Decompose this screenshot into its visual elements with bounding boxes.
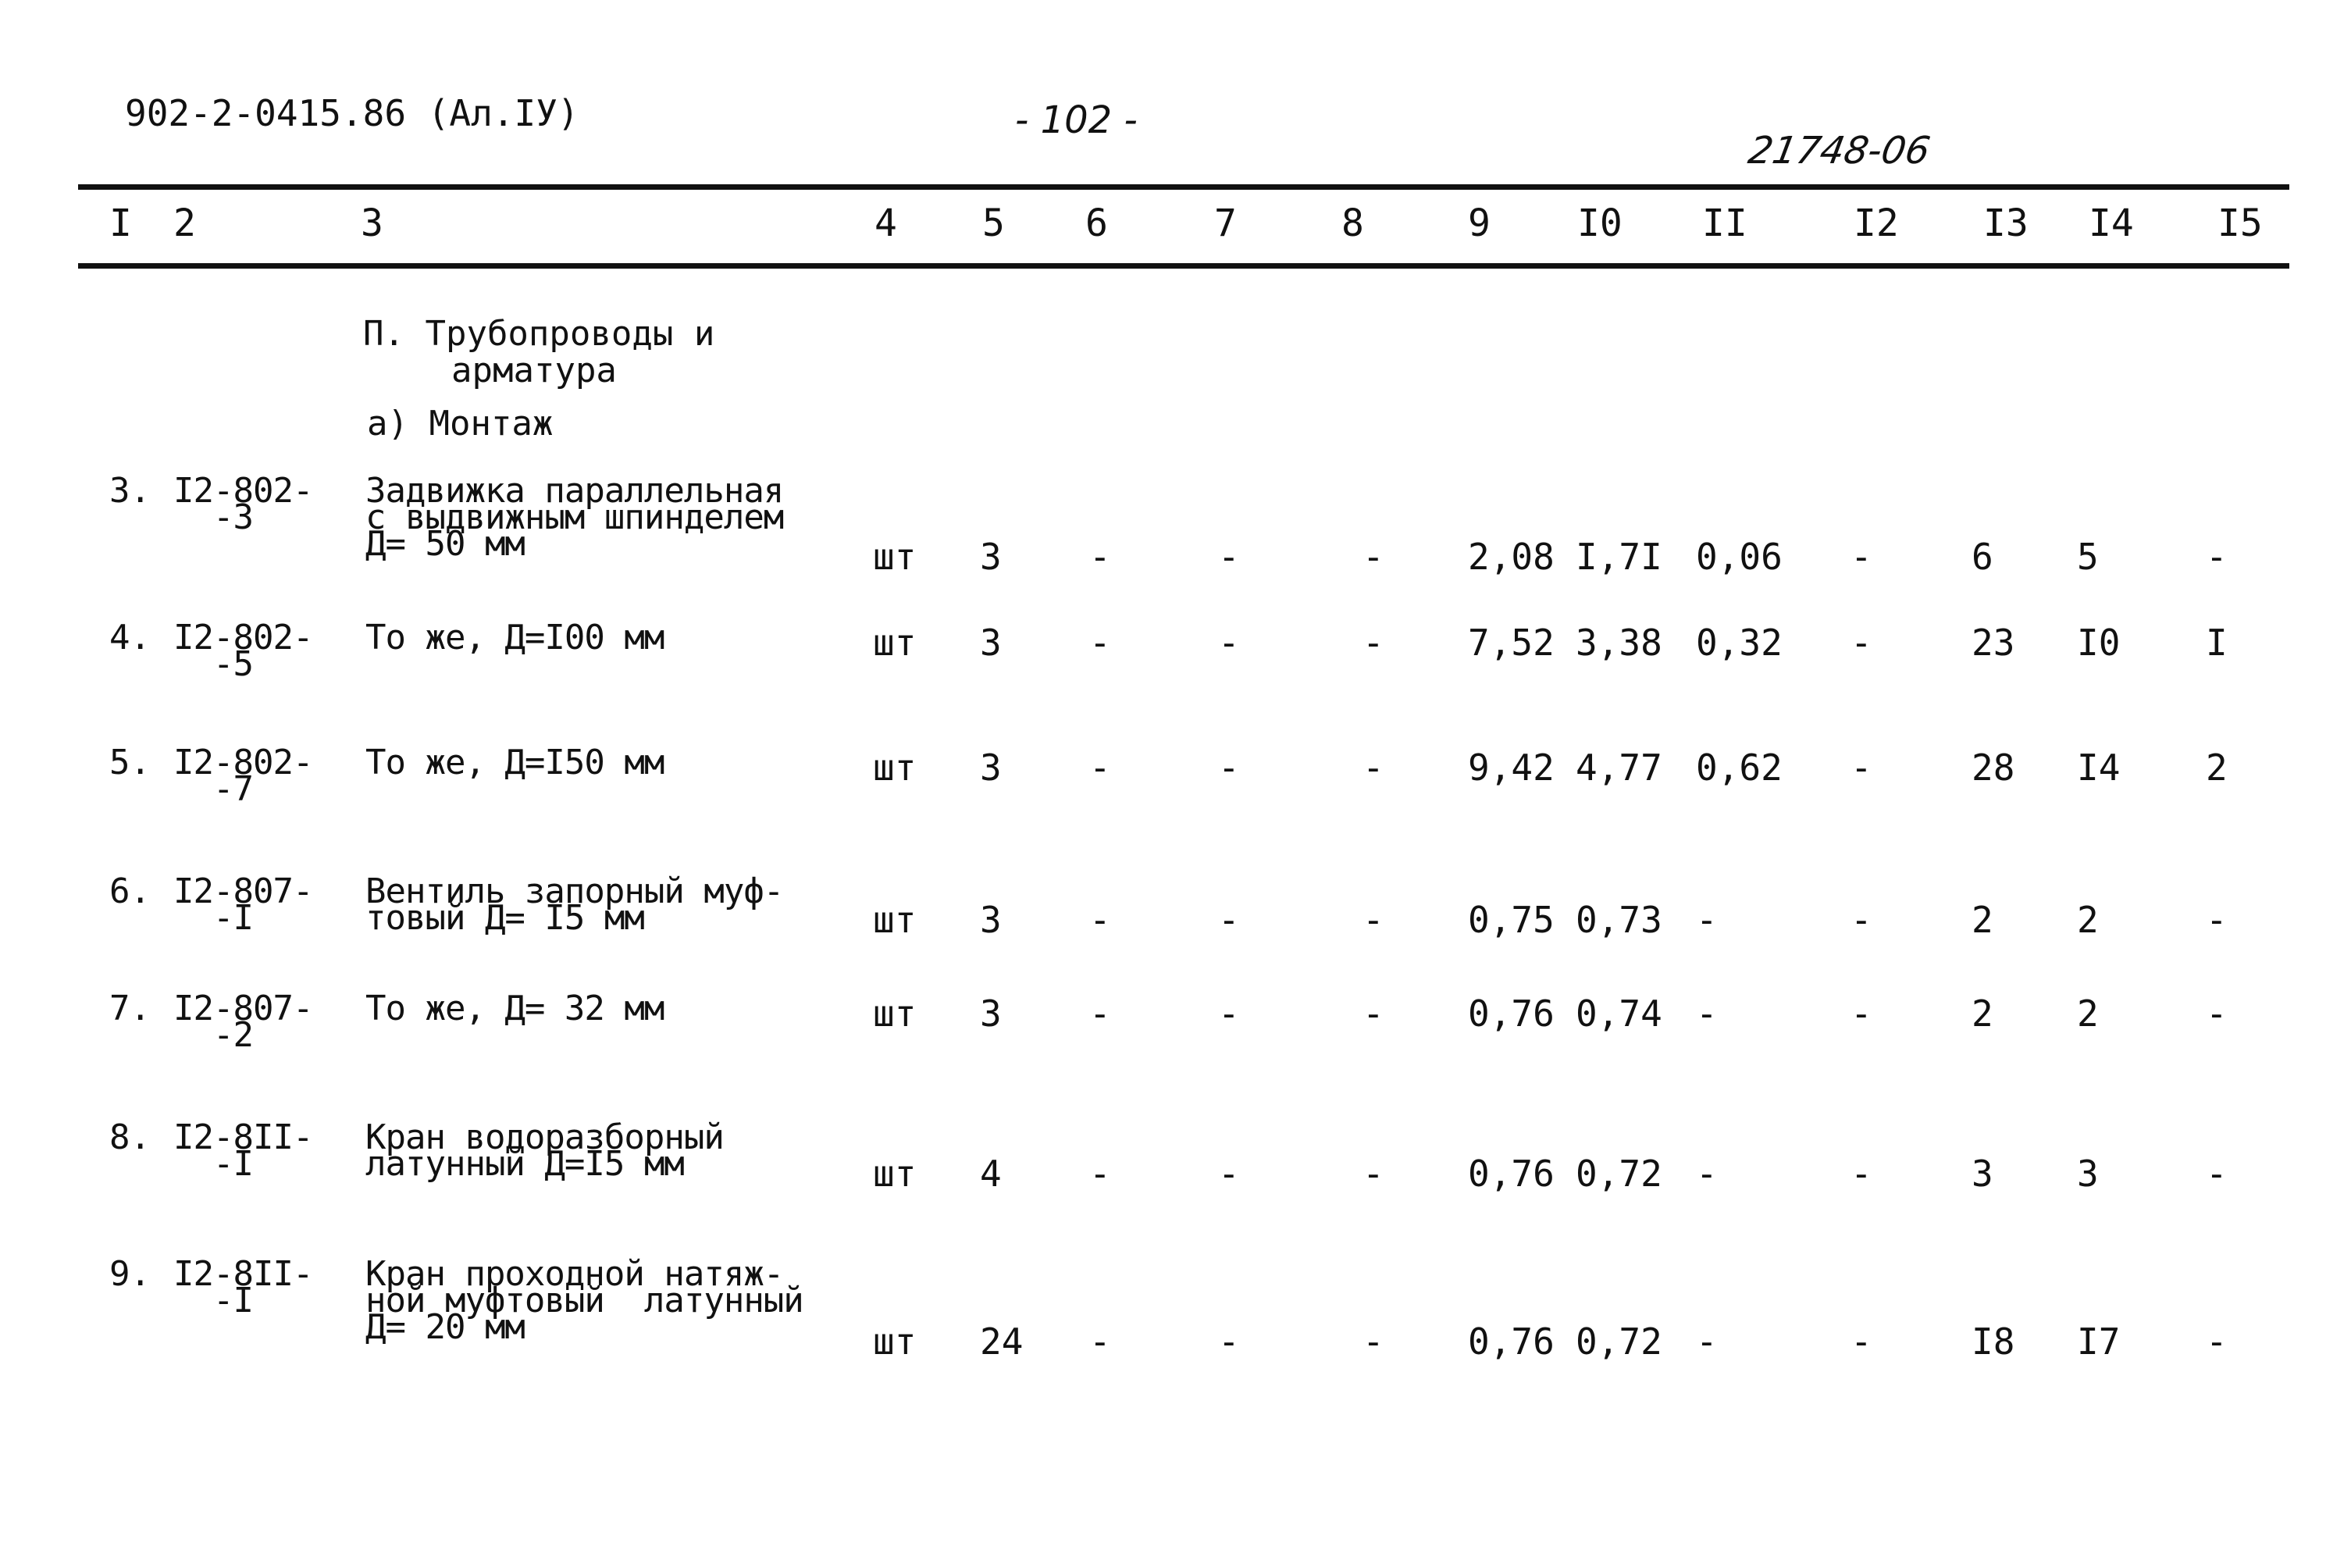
value-cell: - [1696, 1153, 1718, 1195]
column-header: I4 [2089, 201, 2134, 245]
value-cell: - [1851, 899, 1872, 941]
row-number: 9. [109, 1254, 151, 1294]
value-cell: 0,62 [1696, 747, 1783, 789]
item-description: То же, Д= 32 мм [365, 989, 664, 1028]
value-cell: 0,73 [1576, 899, 1662, 941]
column-header: I5 [2217, 201, 2263, 245]
value-cell: 0,76 [1468, 992, 1555, 1035]
value-cell: - [1089, 899, 1111, 941]
value-cell: - [1089, 992, 1111, 1035]
item-description: Кран проходной натяж- ной муфтовый латунный Д= 20 мм [365, 1254, 803, 1347]
column-header: I3 [1983, 201, 2029, 245]
value-cell: - [1089, 622, 1111, 664]
value-cell: - [1218, 1320, 1240, 1363]
norm-code: I2-8II- -I [173, 1254, 313, 1320]
unit-cell: шт [873, 536, 917, 578]
value-cell: - [1089, 1153, 1111, 1195]
value-cell: 2 [1972, 899, 1993, 941]
handwritten-note: 21748-06 [1745, 129, 1934, 173]
norm-code: I2-802- -7 [173, 743, 313, 809]
item-description: Задвижка параллельная с выдвижным шпинделем Д= 50 мм [365, 471, 784, 564]
column-header: 3 [361, 201, 383, 245]
value-cell: 2,08 [1468, 536, 1555, 578]
table-header-rule [78, 263, 2289, 269]
section-title-continued: арматура [451, 351, 617, 390]
quantity-cell: 3 [980, 899, 1002, 941]
norm-code: I2-802- -3 [173, 471, 313, 537]
unit-cell: шт [873, 1320, 917, 1363]
value-cell: - [1363, 899, 1384, 941]
item-description: Вентиль запорный муф- товый Д= I5 мм [365, 871, 784, 938]
column-header: 6 [1085, 201, 1108, 245]
value-cell: 0,72 [1576, 1153, 1662, 1195]
value-cell: - [1218, 992, 1240, 1035]
value-cell: - [2206, 899, 2228, 941]
value-cell: - [1089, 1320, 1111, 1363]
value-cell: 6 [1972, 536, 1993, 578]
norm-code: I2-807- -2 [173, 989, 313, 1055]
table-top-rule [78, 184, 2289, 190]
value-cell: - [2206, 536, 2228, 578]
value-cell: I,7I [1576, 536, 1662, 578]
value-cell: - [2206, 1320, 2228, 1363]
value-cell: 4,77 [1576, 747, 1662, 789]
value-cell: 3 [1972, 1153, 1993, 1195]
column-header: 4 [875, 201, 897, 245]
value-cell: - [1218, 747, 1240, 789]
value-cell: - [1363, 1153, 1384, 1195]
value-cell: 5 [2077, 536, 2099, 578]
value-cell: - [1851, 992, 1872, 1035]
quantity-cell: 3 [980, 622, 1002, 664]
row-number: 5. [109, 743, 151, 782]
unit-cell: шт [873, 622, 917, 664]
value-cell: 2 [2077, 899, 2099, 941]
section-subtitle: а) Монтаж [367, 404, 554, 444]
column-header: 8 [1341, 201, 1364, 245]
quantity-cell: 4 [980, 1153, 1002, 1195]
quantity-cell: 24 [980, 1320, 1024, 1363]
value-cell: 7,52 [1468, 622, 1555, 664]
value-cell: - [1851, 1153, 1872, 1195]
column-header: 5 [982, 201, 1005, 245]
value-cell: 3 [2077, 1153, 2099, 1195]
page-number: - 102 - [1015, 98, 1138, 142]
quantity-cell: 3 [980, 747, 1002, 789]
value-cell: 9,42 [1468, 747, 1555, 789]
row-number: 4. [109, 618, 151, 657]
value-cell: - [1851, 747, 1872, 789]
unit-cell: шт [873, 899, 917, 941]
value-cell: - [1363, 992, 1384, 1035]
section-title: П. Трубопроводы и [363, 314, 715, 354]
value-cell: - [1218, 622, 1240, 664]
value-cell: I7 [2077, 1320, 2121, 1363]
value-cell: - [1363, 747, 1384, 789]
value-cell: 0,32 [1696, 622, 1783, 664]
quantity-cell: 3 [980, 536, 1002, 578]
item-description: То же, Д=I00 мм [365, 618, 664, 657]
value-cell: - [1089, 536, 1111, 578]
value-cell: - [1696, 899, 1718, 941]
item-description: Кран водоразборный латунный Д=I5 мм [365, 1117, 724, 1184]
unit-cell: шт [873, 1153, 917, 1195]
value-cell: - [1218, 899, 1240, 941]
column-header: 9 [1468, 201, 1491, 245]
value-cell: I4 [2077, 747, 2121, 789]
norm-code: I2-8II- -I [173, 1117, 313, 1184]
value-cell: 0,75 [1468, 899, 1555, 941]
value-cell: - [1089, 747, 1111, 789]
row-number: 3. [109, 471, 151, 511]
value-cell: - [1696, 992, 1718, 1035]
value-cell: I8 [1972, 1320, 2015, 1363]
value-cell: - [1363, 1320, 1384, 1363]
value-cell: 2 [1972, 992, 1993, 1035]
column-header: II [1702, 201, 1747, 245]
value-cell: - [2206, 1153, 2228, 1195]
column-header: I0 [1577, 201, 1623, 245]
row-number: 7. [109, 989, 151, 1028]
value-cell: 0,76 [1468, 1153, 1555, 1195]
value-cell: 0,76 [1468, 1320, 1555, 1363]
value-cell: - [1851, 1320, 1872, 1363]
value-cell: 28 [1972, 747, 2015, 789]
value-cell: - [1218, 536, 1240, 578]
value-cell: - [2206, 992, 2228, 1035]
value-cell: 0,72 [1576, 1320, 1662, 1363]
value-cell: 0,74 [1576, 992, 1662, 1035]
value-cell: I [2206, 622, 2228, 664]
value-cell: 2 [2206, 747, 2228, 789]
value-cell: 23 [1972, 622, 2015, 664]
value-cell: 0,06 [1696, 536, 1783, 578]
column-header: I [109, 201, 132, 245]
quantity-cell: 3 [980, 992, 1002, 1035]
value-cell: - [1218, 1153, 1240, 1195]
row-number: 6. [109, 871, 151, 911]
value-cell: - [1363, 622, 1384, 664]
value-cell: I0 [2077, 622, 2121, 664]
column-header: 2 [173, 201, 196, 245]
value-cell: 3,38 [1576, 622, 1662, 664]
value-cell: - [1851, 536, 1872, 578]
column-header: I2 [1854, 201, 1899, 245]
unit-cell: шт [873, 992, 917, 1035]
document-code: 902-2-0415.86 (Ал.IУ) [125, 92, 579, 134]
value-cell: - [1363, 536, 1384, 578]
unit-cell: шт [873, 747, 917, 789]
column-header: 7 [1214, 201, 1237, 245]
row-number: 8. [109, 1117, 151, 1157]
item-description: То же, Д=I50 мм [365, 743, 664, 782]
norm-code: I2-807- -I [173, 871, 313, 938]
value-cell: 2 [2077, 992, 2099, 1035]
value-cell: - [1851, 622, 1872, 664]
value-cell: - [1696, 1320, 1718, 1363]
norm-code: I2-802- -5 [173, 618, 313, 684]
